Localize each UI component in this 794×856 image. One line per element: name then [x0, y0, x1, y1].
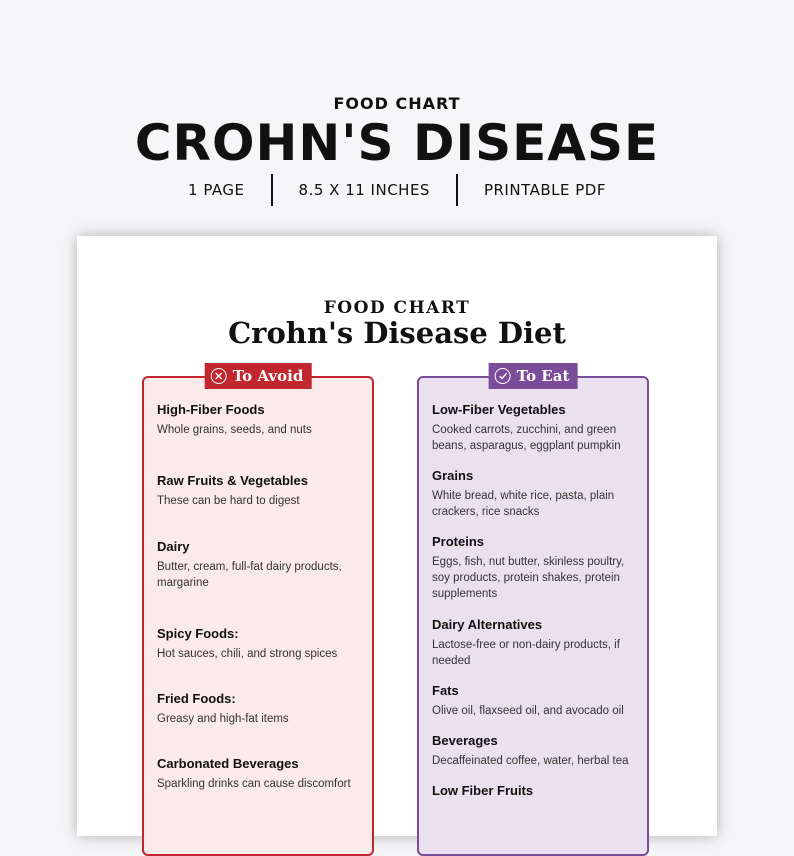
check-circle-icon [495, 368, 511, 384]
avoid-item-desc: Hot sauces, chili, and strong spices [157, 648, 338, 660]
meta-pages: 1 PAGE [188, 181, 245, 199]
eat-item-heading: Proteins [432, 534, 485, 549]
eat-badge [489, 363, 578, 389]
avoid-item-heading: Dairy [157, 539, 190, 554]
meta-divider [271, 174, 273, 206]
meta-size: 8.5 X 11 INCHES [298, 181, 430, 199]
eat-item-heading: Fats [432, 683, 459, 698]
avoid-item-heading: Carbonated Beverages [157, 756, 299, 771]
avoid-item [157, 402, 369, 438]
avoid-item-heading: Raw Fruits & Vegetables [157, 473, 308, 488]
eat-item-desc: Eggs, fish, nut butter, skinless poultry, soy products, protein shakes, protein supplements [432, 556, 625, 600]
eat-item-desc: White bread, white rice, pasta, plain crackers, rice snacks [432, 490, 615, 518]
x-circle-icon [211, 368, 227, 384]
header-title: CROHN'S DISEASE [134, 114, 660, 172]
avoid-item-desc: Butter, cream, full-fat dairy products, margarine [157, 561, 342, 589]
avoid-item [157, 473, 369, 509]
avoid-item-heading: Fried Foods: [157, 691, 236, 706]
meta-divider [456, 174, 458, 206]
avoid-column [142, 367, 374, 856]
header-kicker: FOOD CHART [333, 94, 461, 113]
eat-item-heading: Grains [432, 468, 474, 483]
eat-item [432, 402, 644, 454]
eat-badge-label: To Eat [516, 367, 570, 385]
eat-item [432, 683, 644, 719]
avoid-item-desc: These can be hard to digest [157, 495, 300, 507]
eat-item [432, 534, 644, 602]
avoid-item [157, 626, 369, 662]
sheet-title: Crohn's Disease Diet [228, 316, 566, 350]
eat-item-heading: Low-Fiber Vegetables [432, 402, 566, 417]
avoid-item-heading: High-Fiber Foods [157, 402, 265, 417]
eat-item-desc: Olive oil, flaxseed oil, and avocado oil [432, 705, 624, 717]
eat-item-heading: Dairy Alternatives [432, 617, 543, 632]
chart-sheet [77, 236, 717, 836]
eat-item-desc: Decaffeinated coffee, water, herbal tea [432, 755, 629, 767]
eat-item-heading: Low Fiber Fruits [432, 783, 534, 798]
eat-item-heading: Beverages [432, 733, 498, 748]
avoid-item [157, 691, 369, 727]
avoid-badge [205, 363, 312, 389]
eat-item [432, 733, 644, 769]
eat-item-desc: Cooked carrots, zucchini, and green beans, asparagus, eggplant pumpkin [432, 424, 621, 452]
avoid-badge-label: To Avoid [232, 367, 304, 385]
eat-item [432, 468, 644, 520]
eat-item [432, 617, 644, 669]
eat-item [432, 783, 644, 803]
avoid-item-desc: Sparkling drinks can cause discomfort [157, 778, 351, 790]
avoid-item [157, 756, 369, 792]
eat-item-desc: Lactose-free or non-dairy products, if needed [432, 639, 620, 667]
avoid-item-heading: Spicy Foods: [157, 626, 239, 641]
eat-column [417, 367, 649, 856]
avoid-item [157, 539, 369, 591]
meta-format: PRINTABLE PDF [483, 181, 606, 199]
sheet-kicker: FOOD CHART [323, 298, 471, 318]
avoid-item-desc: Whole grains, seeds, and nuts [157, 424, 312, 436]
header-meta [0, 174, 794, 206]
avoid-item-desc: Greasy and high-fat items [157, 713, 289, 725]
